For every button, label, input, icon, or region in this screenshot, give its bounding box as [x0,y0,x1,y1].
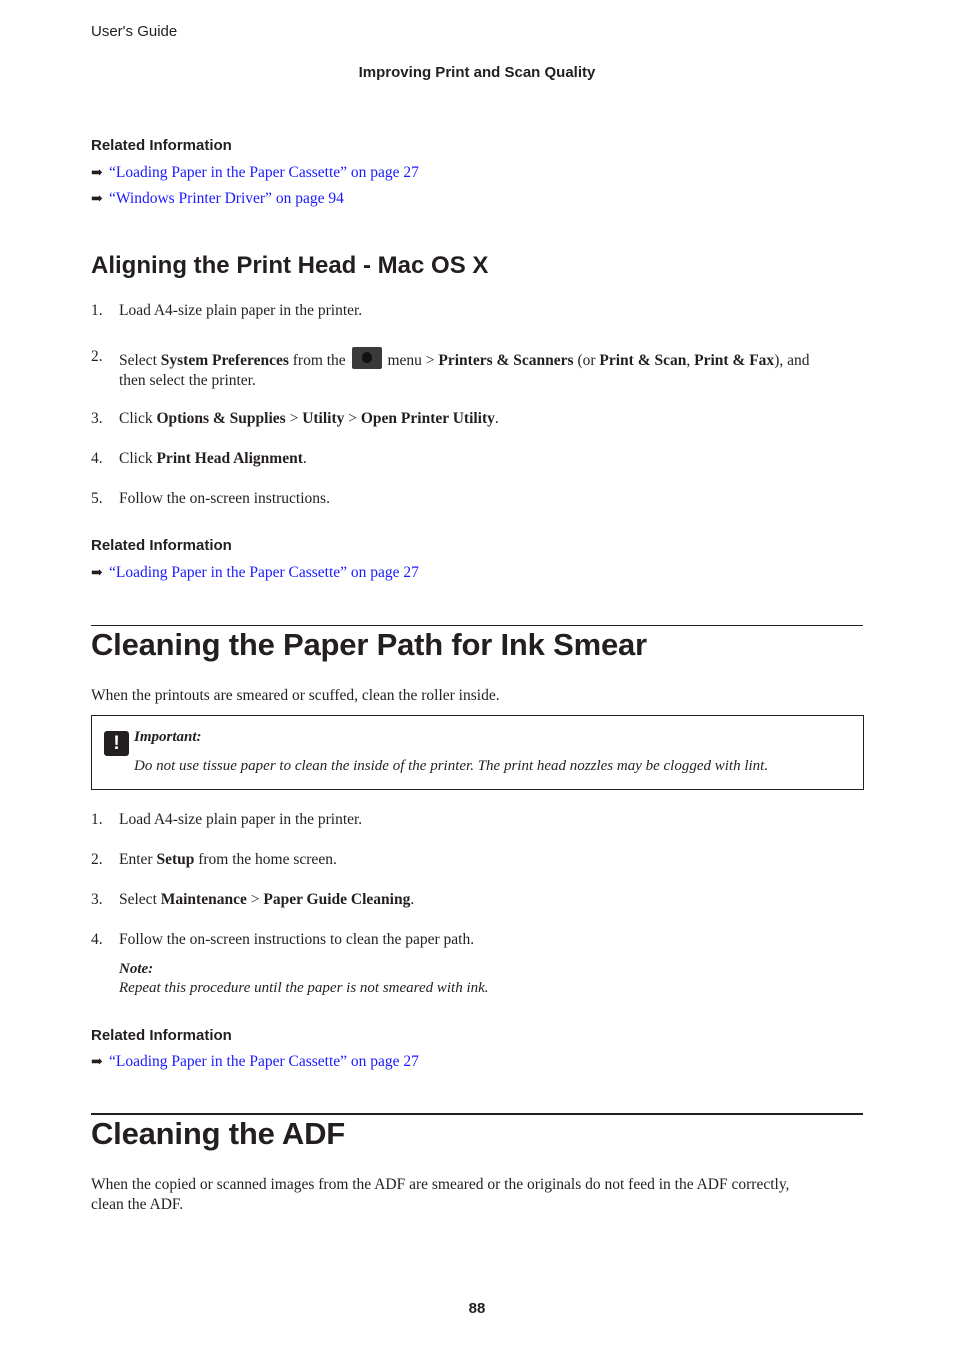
ui-term: Printers & Scanners [438,352,574,369]
step-number: 5. [91,490,103,507]
arrow-right-icon: ➡ [91,166,103,181]
ui-term: Setup [156,851,195,868]
step-text: Click Options & Supplies > Utility > Open Printer Utility. [119,410,499,427]
ui-term: Print & Fax [694,352,775,369]
step-text: Enter Setup from the home screen. [119,851,337,868]
page-number: 88 [468,1300,486,1317]
ui-term: Paper Guide Cleaning [263,891,411,908]
ui-term: Print Head Alignment [156,450,303,467]
related-information-title: Related Information [91,537,232,554]
related-link[interactable]: “Loading Paper in the Paper Cassette” on page 27 [109,164,419,181]
step-text: Follow the on-screen instructions. [119,490,330,507]
arrow-right-icon: ➡ [91,192,103,207]
exclamation-icon: ! [104,731,129,756]
step-text: Click Print Head Alignment. [119,450,307,467]
step-text: Follow the on-screen instructions to clean the paper path. [119,931,475,948]
section-divider [91,1113,863,1115]
running-header-guide: User's Guide [91,23,178,40]
step-number: 2. [91,851,103,868]
ui-term: Utility [302,410,345,427]
ui-term: System Preferences [160,352,289,369]
section-heading-cleaning-adf: Cleaning the ADF [91,1116,345,1151]
ui-term: Print & Scan [599,352,687,369]
step-number: 4. [91,450,103,467]
section-heading-align-mac: Aligning the Print Head - Mac OS X [91,252,489,279]
note-title: Note: [119,961,154,977]
step-number: 3. [91,891,103,908]
step-text: Load A4-size plain paper in the printer. [119,302,363,319]
step-text: Select System Preferences from the menu > Printers & Scanners (or Print & Scan, Print & Fax), and then select the printer. [119,347,859,391]
section-intro: When the printouts are smeared or scuffed, clean the roller inside. [91,687,500,704]
related-link[interactable]: “Loading Paper in the Paper Cassette” on page 27 [109,564,419,581]
ui-term: Open Printer Utility [360,410,495,427]
related-information-title: Related Information [91,1027,232,1044]
step-text: Select Maintenance > Paper Guide Cleaning. [119,891,415,908]
section-intro: When the copied or scanned images from the ADF are smeared or the originals do not feed in the ADF correctly, clean the ADF. [91,1176,790,1213]
important-title: Important: [134,729,202,745]
related-link-row [91,164,419,182]
ui-term: Maintenance [160,891,247,908]
step-number: 4. [91,931,103,948]
step-text: Load A4-size plain paper in the printer. [119,811,363,828]
list-item [91,347,851,389]
section-heading-ink-smear: Cleaning the Paper Path for Ink Smear [91,627,647,662]
related-link-row [91,564,419,582]
section-divider [91,625,863,626]
note-text: Repeat this procedure until the paper is not smeared with ink. [119,980,489,996]
step-number: 2. [91,348,103,365]
running-header-chapter: Improving Print and Scan Quality [358,64,596,81]
step-number: 3. [91,410,103,427]
arrow-right-icon: ➡ [91,1055,103,1070]
related-link[interactable]: “Windows Printer Driver” on page 94 [109,190,344,207]
apple-menu-icon [352,347,382,369]
related-information-title: Related Information [91,137,232,154]
important-callout [91,715,864,790]
related-link-row [91,1053,419,1071]
step-number: 1. [91,811,103,828]
related-link-row [91,190,344,208]
important-text: Do not use tissue paper to clean the inside of the printer. The print head nozzles may be clogged with lint. [134,758,769,774]
arrow-right-icon: ➡ [91,566,103,581]
step-number: 1. [91,302,103,319]
ui-term: Options & Supplies [156,410,286,427]
related-link[interactable]: “Loading Paper in the Paper Cassette” on page 27 [109,1053,419,1070]
